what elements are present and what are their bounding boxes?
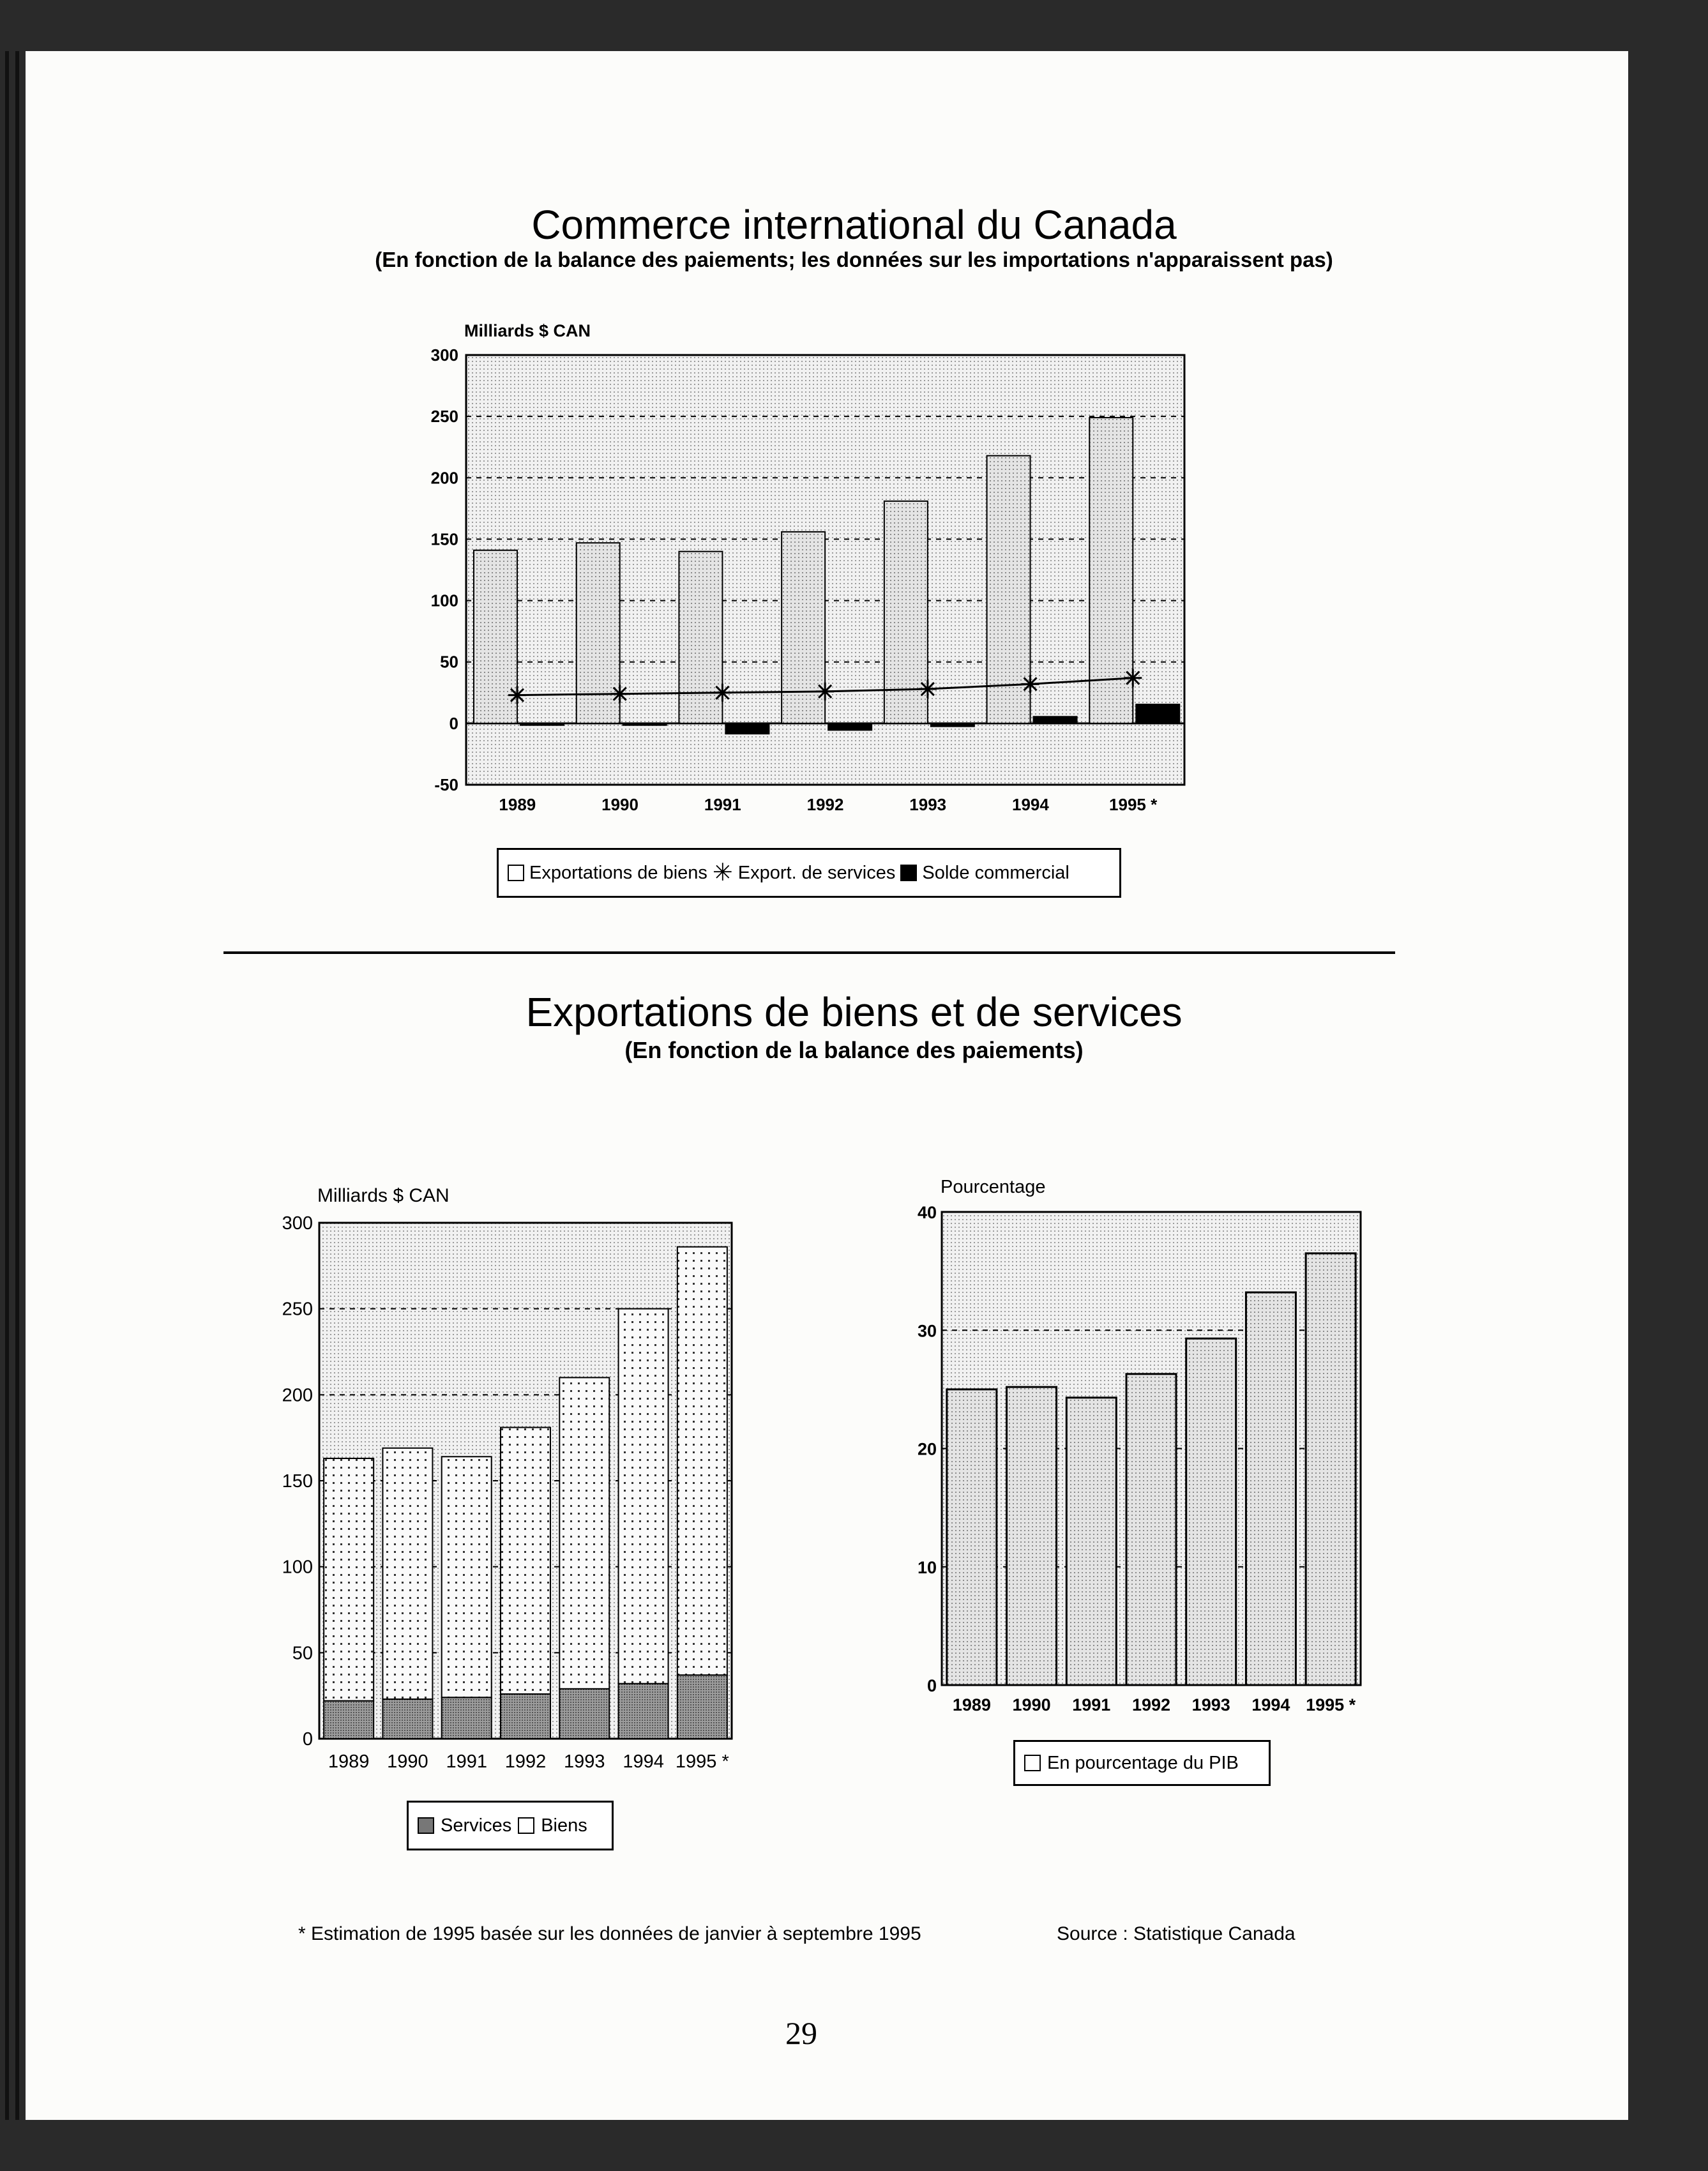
chart1-y-tick-label: 250 <box>430 407 458 427</box>
chart2-y-tick-label: 0 <box>302 1729 313 1750</box>
chart3-bar-pib <box>1306 1253 1356 1685</box>
chart2-bar-services <box>619 1684 669 1739</box>
chart3-bar-pib <box>1007 1387 1057 1685</box>
chart1-x-tick-label: 1990 <box>601 795 639 814</box>
chart2-y-tick-label: 300 <box>282 1213 313 1234</box>
chart2-x-tick-label: 1991 <box>446 1751 487 1772</box>
chart2-y-tick-label: 50 <box>292 1643 313 1664</box>
chart3-x-tick-label: 1989 <box>952 1695 991 1714</box>
chart1-bar-solde-commercial <box>828 723 872 731</box>
chart1-y-tick-label: 150 <box>430 529 458 549</box>
chart3-y-tick-label: 20 <box>917 1439 937 1459</box>
chart1-bar-exportations-biens <box>782 532 825 723</box>
chart2-x-tick-label: 1993 <box>564 1751 605 1772</box>
chart2-bar-services <box>677 1675 727 1739</box>
chart3-x-tick-label: 1995 * <box>1306 1695 1356 1714</box>
legend-swatch-services <box>418 1817 434 1834</box>
chart1-ylabel: Milliards $ CAN <box>464 321 591 340</box>
chart2-bar-biens <box>324 1458 374 1701</box>
chart1-x-tick-label: 1989 <box>499 795 536 814</box>
chart3-y-tick-label: 40 <box>917 1203 937 1222</box>
chart2-x-tick-label: 1994 <box>623 1751 664 1772</box>
chart3-legend <box>1013 1740 1271 1786</box>
chart1-point-export-services <box>919 680 937 698</box>
chart2-y-tick-label: 200 <box>282 1385 313 1406</box>
legend-label-services: Services <box>441 1815 512 1836</box>
legend-label-solde-commercial: Solde commercial <box>922 862 1069 883</box>
chart1-bar-solde-commercial <box>623 723 667 726</box>
chart2-bar-services <box>559 1689 609 1739</box>
chart1-x-tick-label: 1994 <box>1012 795 1049 814</box>
chart2-ylabel: Milliards $ CAN <box>317 1185 450 1206</box>
legend-label-exportations-biens: Exportations de biens <box>529 862 707 883</box>
chart3-bar-pib <box>1246 1292 1296 1685</box>
chart3-x-tick-label: 1992 <box>1131 1695 1171 1714</box>
chart2-bar-biens <box>501 1428 550 1694</box>
chart2-bar-biens <box>382 1448 432 1699</box>
chart1-bar-exportations-biens <box>577 543 620 723</box>
chart2-bar-services <box>382 1699 432 1739</box>
legend-swatch-pib <box>1024 1755 1041 1771</box>
legend-swatch-biens <box>518 1817 534 1834</box>
chart1-bar-solde-commercial <box>1135 704 1180 723</box>
legend-label-export-services: Export. de services <box>737 862 896 883</box>
chart1-point-export-services <box>1124 669 1142 687</box>
chart1-title: Commerce international du Canada <box>531 202 1177 248</box>
chart1-y-tick-label: 200 <box>430 468 458 488</box>
chart1-x-tick-label: 1995 * <box>1109 795 1158 814</box>
chart1-x-tick-label: 1993 <box>909 795 947 814</box>
chart2-y-tick-label: 100 <box>282 1557 313 1578</box>
legend-swatch-solde-commercial <box>900 865 917 881</box>
chart3-x-tick-label: 1991 <box>1072 1695 1111 1714</box>
legend-label-pib: En pourcentage du PIB <box>1047 1752 1239 1773</box>
chart2-bar-biens <box>619 1309 669 1684</box>
chart2-x-tick-label: 1995 * <box>675 1751 729 1772</box>
chart3-bar-pib <box>947 1389 997 1685</box>
legend-label-biens: Biens <box>541 1815 587 1836</box>
chart2-bar-services <box>501 1694 550 1739</box>
chart2-y-tick-label: 250 <box>282 1299 313 1320</box>
chart1-point-export-services <box>611 685 629 703</box>
chart3-bar-pib <box>1066 1398 1116 1685</box>
chart1-y-tick-label: 50 <box>440 652 458 672</box>
chart1-point-export-services <box>816 683 834 700</box>
chart2-subtitle: (En fonction de la balance des paiements) <box>624 1037 1084 1063</box>
chart2-bar-services <box>442 1697 492 1739</box>
chart2-bar-biens <box>442 1456 492 1697</box>
chart1-bar-solde-commercial <box>930 723 975 727</box>
page-number: 29 <box>785 2015 817 2051</box>
chart1-subtitle: (En fonction de la balance des paiements; les données sur les importations n'apparaissent pas) <box>375 248 1333 271</box>
chart2-title: Exportations de biens et de services <box>525 989 1183 1035</box>
chart2-bar-biens <box>677 1247 727 1676</box>
chart1-y-tick-label: 0 <box>449 713 458 733</box>
chart3-y-tick-label: 10 <box>917 1557 937 1577</box>
chart1-point-export-services <box>1022 675 1039 693</box>
source-note: Source : Statistique Canada <box>1057 1923 1296 1944</box>
chart1-x-tick-label: 1991 <box>704 795 741 814</box>
footnote: * Estimation de 1995 basée sur les données de janvier à septembre 1995 <box>298 1923 921 1944</box>
chart3-x-tick-label: 1994 <box>1251 1695 1290 1714</box>
chart1-bar-exportations-biens <box>679 552 722 723</box>
chart1-point-export-services <box>713 684 731 702</box>
chart1-x-tick-label: 1992 <box>806 795 844 814</box>
chart1-bar-solde-commercial <box>725 723 769 734</box>
chart2-x-tick-label: 1989 <box>328 1751 370 1772</box>
chart3-y-tick-label: 0 <box>926 1676 937 1695</box>
chart3-bar-pib <box>1186 1338 1236 1685</box>
chart2-bar-biens <box>559 1377 609 1688</box>
chart3-x-tick-label: 1993 <box>1191 1695 1230 1714</box>
chart1-y-tick-label: -50 <box>434 775 458 794</box>
chart1-point-export-services <box>508 686 526 704</box>
chart1-bar-solde-commercial <box>1033 716 1078 723</box>
chart1-legend <box>497 848 1121 898</box>
chart2-x-tick-label: 1992 <box>504 1751 547 1772</box>
chart2-bar-services <box>324 1701 374 1739</box>
chart3-x-tick-label: 1990 <box>1012 1695 1051 1714</box>
chart3-ylabel: Pourcentage <box>941 1177 1046 1197</box>
chart3-y-tick-label: 30 <box>917 1321 937 1341</box>
chart2-y-tick-label: 150 <box>282 1471 313 1492</box>
chart3-bar-pib <box>1126 1374 1176 1685</box>
legend-swatch-exportations-biens <box>508 865 524 881</box>
chart1-bar-exportations-biens <box>474 550 517 723</box>
chart1-y-tick-label: 100 <box>430 591 458 610</box>
chart2-legend <box>407 1801 614 1850</box>
chart1-y-tick-label: 300 <box>430 345 458 365</box>
star-icon: ✳ <box>712 859 733 886</box>
chart1-bar-solde-commercial <box>520 723 564 726</box>
chart2-x-tick-label: 1990 <box>387 1751 428 1772</box>
